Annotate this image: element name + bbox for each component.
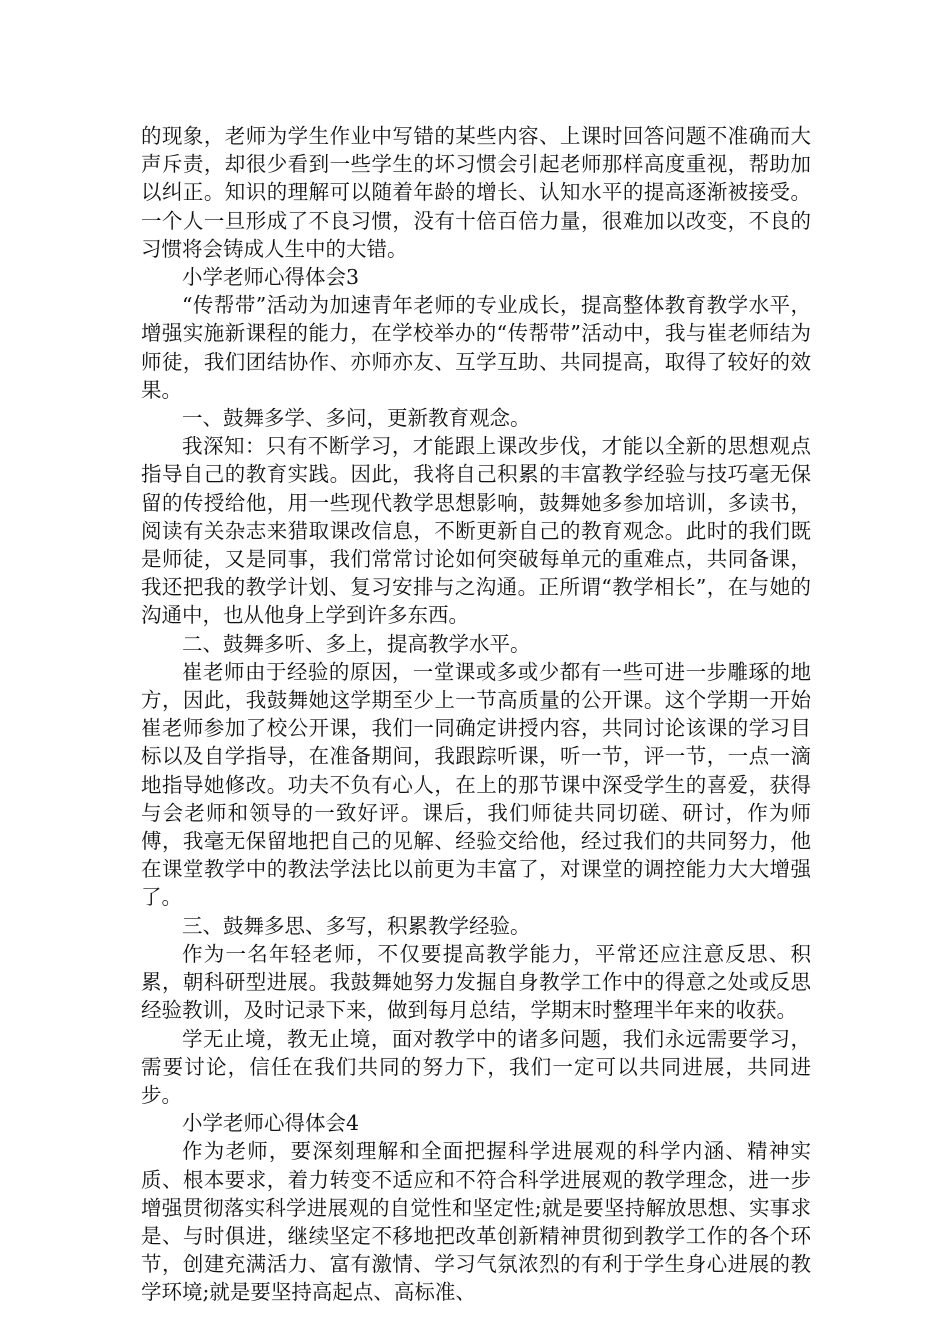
paragraph-continued: 的现象，老师为学生作业中写错的某些内容、上课时回答问题不准确而大声斥责，却很少看到一些学生的坏习惯会引起老师那样高度重视，帮助加以纠正。知识的理解可以随着年龄的增长、认知水平的提高逐渐被接受。一个人一旦形成了不良习惯，没有十倍百倍力量，很难加以改变，不良的习惯将会铸成人生中的大错。 bbox=[141, 124, 811, 261]
section-heading-3: 小学老师心得体会3 bbox=[182, 265, 360, 290]
paragraph: 崔老师由于经验的原因，一堂课或多或少都有一些可进一步雕琢的地方，因此，我鼓舞她这学期至少上一节高质量的公开课。这个学期一开始崔老师参加了校公开课，我们一同确定讲授内容，共同讨论该课的学习目标以及自学指导，在准备期间，我跟踪听课，听一节，评一节，一点一滴地指导她修改。功夫不负有心人，在上的那节课中深受学生的喜爱，获得与会老师和领导的一致好评。课后，我们师徒共同切磋、研讨，作为师傅，我毫无保留地把自己的见解、经验交给他，经过我们的共同努力，他在课堂教学中的教法学法比以前更为丰富了，对课堂的调控能力大大增强了。 bbox=[141, 659, 811, 910]
paragraph: 作为老师，要深刻理解和全面把握科学进展观的科学内涵、精神实质、根本要求，着力转变不适应和不符合科学进展观的教学理念，进一步增强贯彻落实科学进展观的自觉性和坚定性;就是要坚持解放思想、实事求是、与时俱进，继续坚定不移地把改革创新精神贯彻到教学工作的各个环节，创建充满活力、富有激情、学习气氛浓烈的有利于学生身心进展的教学环境;就是要坚持高起点、高标准、 bbox=[141, 1139, 811, 1305]
subheading-1: 一、鼓舞多学、多问，更新教育观念。 bbox=[182, 406, 531, 431]
paragraph: 学无止境，教无止境，面对教学中的诸多问题，我们永远需要学习，需要讨论，信任在我们共同的努力下，我们一定可以共同进展，共同进步。 bbox=[141, 1026, 811, 1107]
paragraph: 作为一名年轻老师，不仅要提高教学能力，平常还应注意反思、积累，朝科研型进展。我鼓舞她努力发掘自身教学工作中的得意之处或反思经验教训，及时记录下来，做到每月总结，学期末时整理半年来的收获。 bbox=[141, 941, 811, 1023]
paragraph: “传帮带”活动为加速青年老师的专业成长，提高整体教育教学水平，增强实施新课程的能力，在学校举办的“传帮带”活动中，我与崔老师结为师徒，我们团结协作、亦师亦友、互学互助、共同提高，取得了较好的效果。 bbox=[141, 293, 811, 402]
paragraph: 我深知：只有不断学习，才能跟上课改步伐，才能以全新的思想观点指导自己的教育实践。因此，我将自己积累的丰富教学经验与技巧毫无保留的传授给他，用一些现代教学思想影响，鼓舞她多参加培训，多读书，阅读有关杂志来猎取课改信息，不断更新自己的教育观念。此时的我们既是师徒，又是同事，我们常常讨论如何突破每单元的重难点，共同备课，我还把我的教学计划、复习安排与之沟通。正所谓“教学相长”，在与她的沟通中，也从他身上学到许多东西。 bbox=[141, 434, 811, 628]
section-heading-4: 小学老师心得体会4 bbox=[182, 1111, 360, 1136]
document-body bbox=[141, 122, 811, 1307]
subheading-2: 二、鼓舞多听、多上，提高教学水平。 bbox=[182, 631, 531, 656]
subheading-3: 三、鼓舞多思、多写，积累教学经验。 bbox=[182, 913, 531, 938]
